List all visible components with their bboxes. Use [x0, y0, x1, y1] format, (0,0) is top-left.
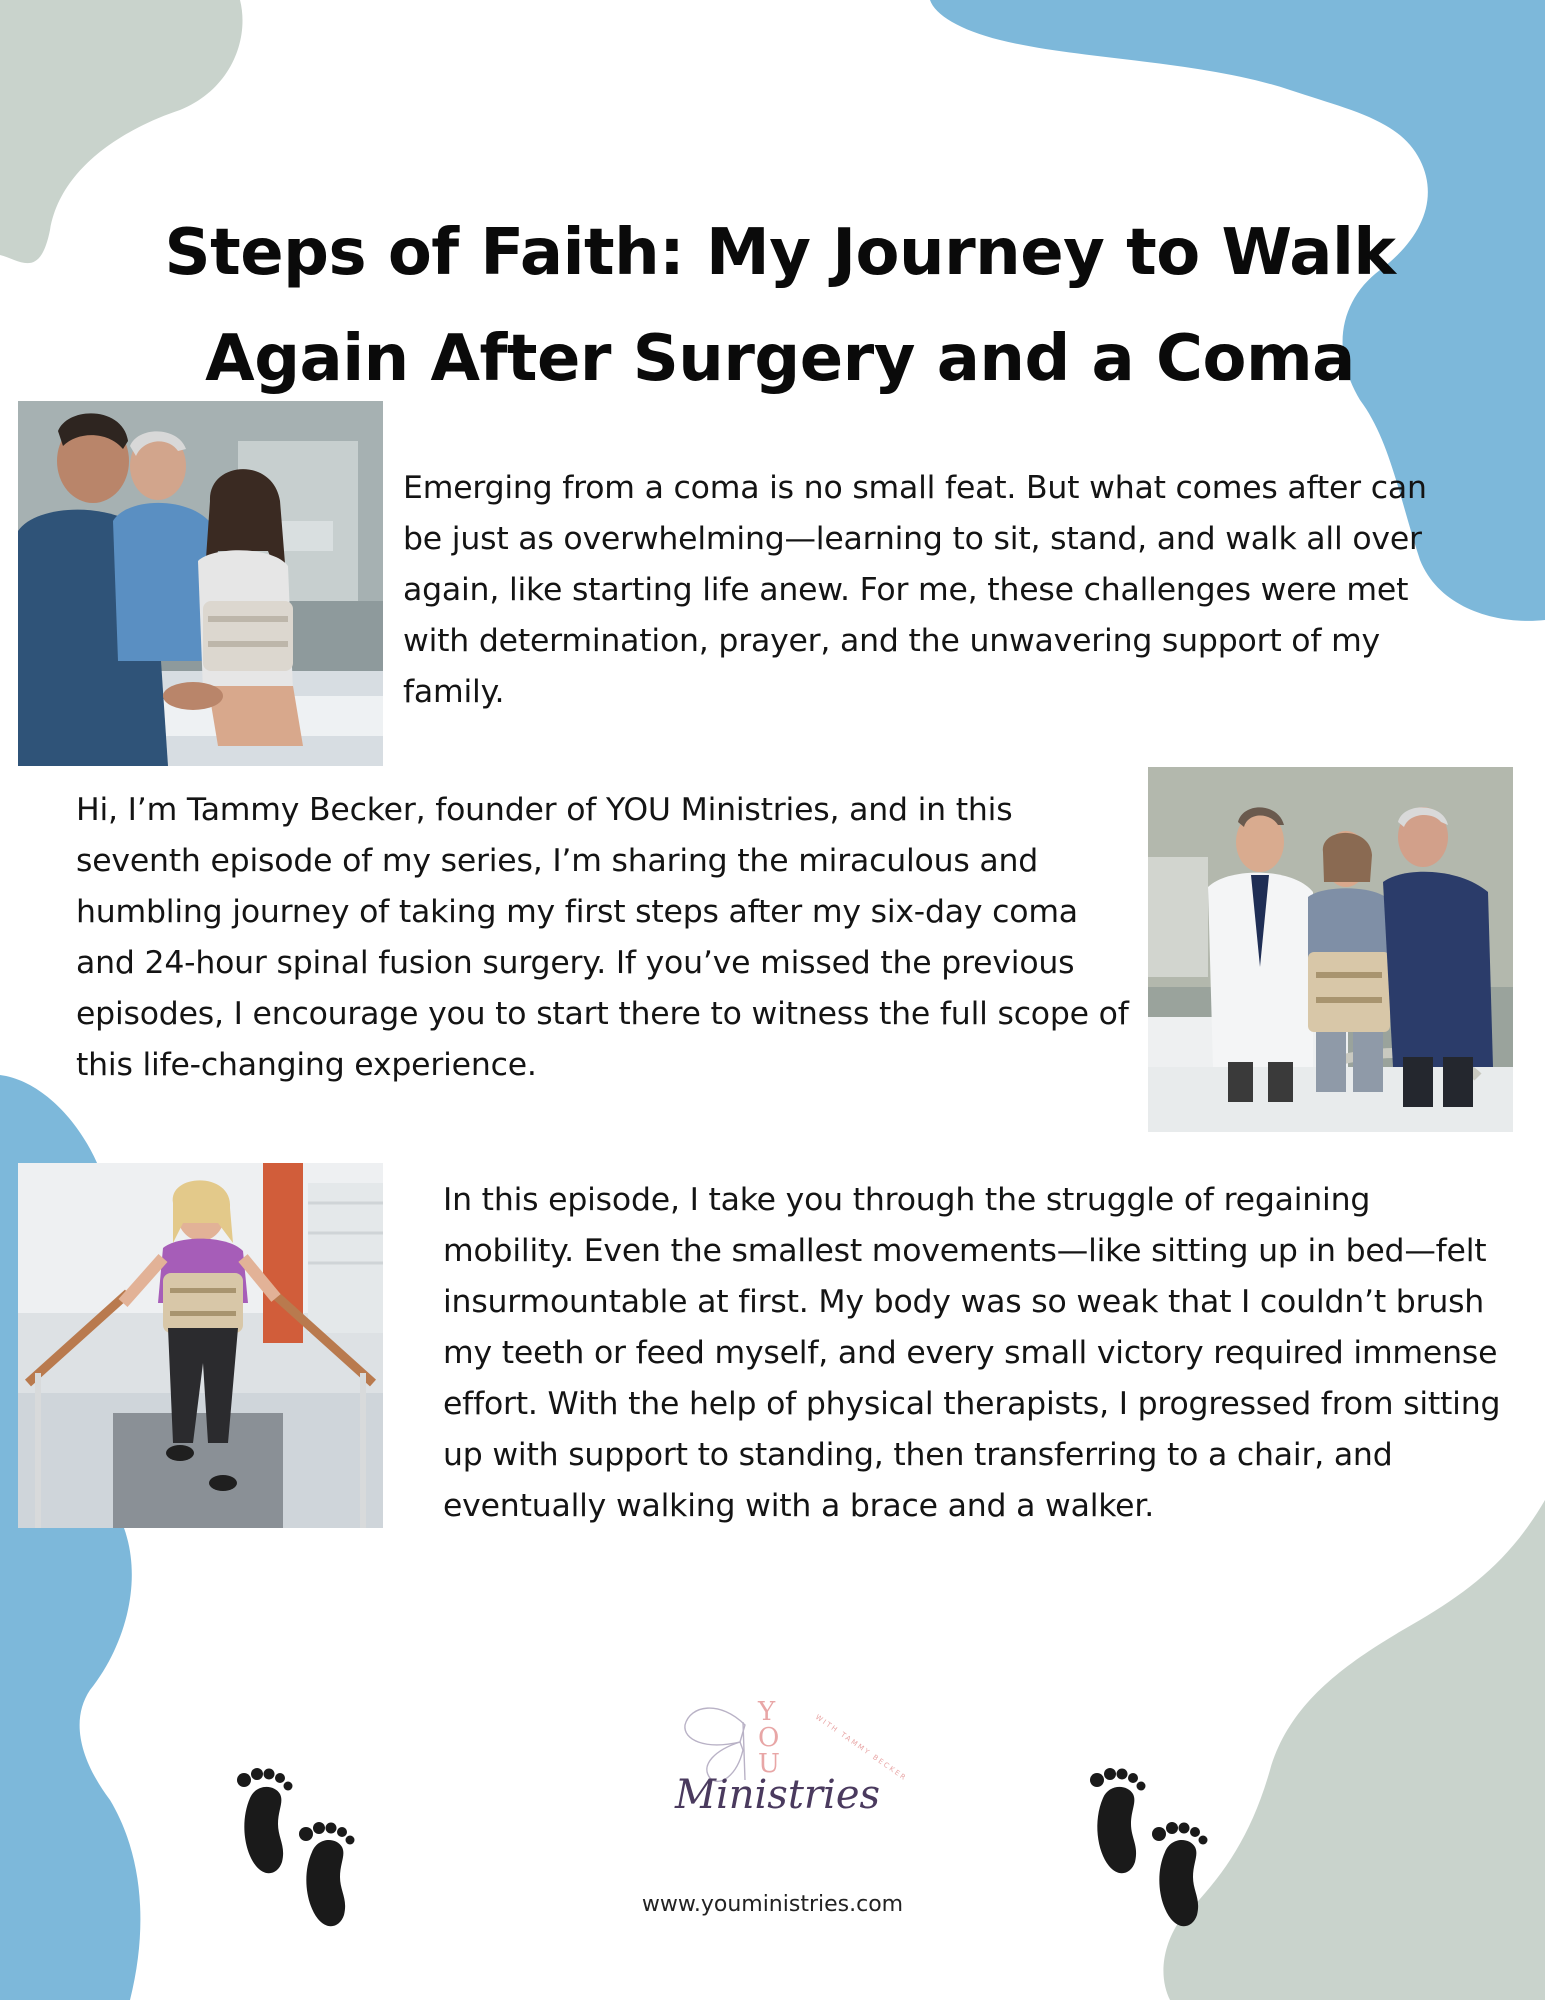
paragraph-3: In this episode, I take you through the struggle of regaining mobility. Even the smallest movements—like sitting up in bed—felt insurmountable at first. My body was so weak that I couldn’t brush my teeth or feed myself, and every small victory required immense effort. With the help of physical therapists, I progressed from sitting up with support to standing, then transferring to a chair, and eventually walking with a brace and a walker. — [443, 1182, 1501, 1524]
photo-walking-parallel-bars — [18, 1163, 383, 1528]
you-ministries-logo — [665, 1680, 909, 1850]
logo-letter-y: Y — [758, 1697, 776, 1727]
logo-word: Ministries — [675, 1772, 881, 1818]
photo-doctor-patient-husband — [1148, 767, 1513, 1132]
paragraph-1: Emerging from a coma is no small feat. But what comes after can be just as overwhelming—learning to sit, stand, and walk all over again, like starting life anew. For me, these challenges were met with determination, prayer, and the unwavering support of my family. — [403, 470, 1427, 710]
title-line-2: Again After Surgery and a Coma — [205, 322, 1355, 396]
logo-letter-o: O — [758, 1723, 780, 1753]
website-url: www.youministries.com — [641, 1892, 904, 1917]
footprints-icon — [232, 1766, 372, 1936]
logo-tagline: WITH TAMMY BECKER — [813, 1713, 909, 1783]
logo-letter-u: U — [758, 1749, 780, 1779]
footprints-icon — [1085, 1766, 1225, 1936]
butterfly-icon — [685, 1708, 745, 1781]
paragraph-2: Hi, I’m Tammy Becker, founder of YOU Ministries, and in this seventh episode of my series, I’m sharing the miraculous and humbling journey of taking my first steps after my six-day coma and 24-hour spinal fusion surgery. If you’ve missed the previous episodes, I encourage you to start there to witness the full scope of this life-changing experience. — [76, 792, 1129, 1083]
title-line-1: Steps of Faith: My Journey to Walk — [164, 216, 1396, 290]
photo-patient-assisted-bedside — [18, 401, 383, 766]
page-title — [110, 200, 1450, 412]
